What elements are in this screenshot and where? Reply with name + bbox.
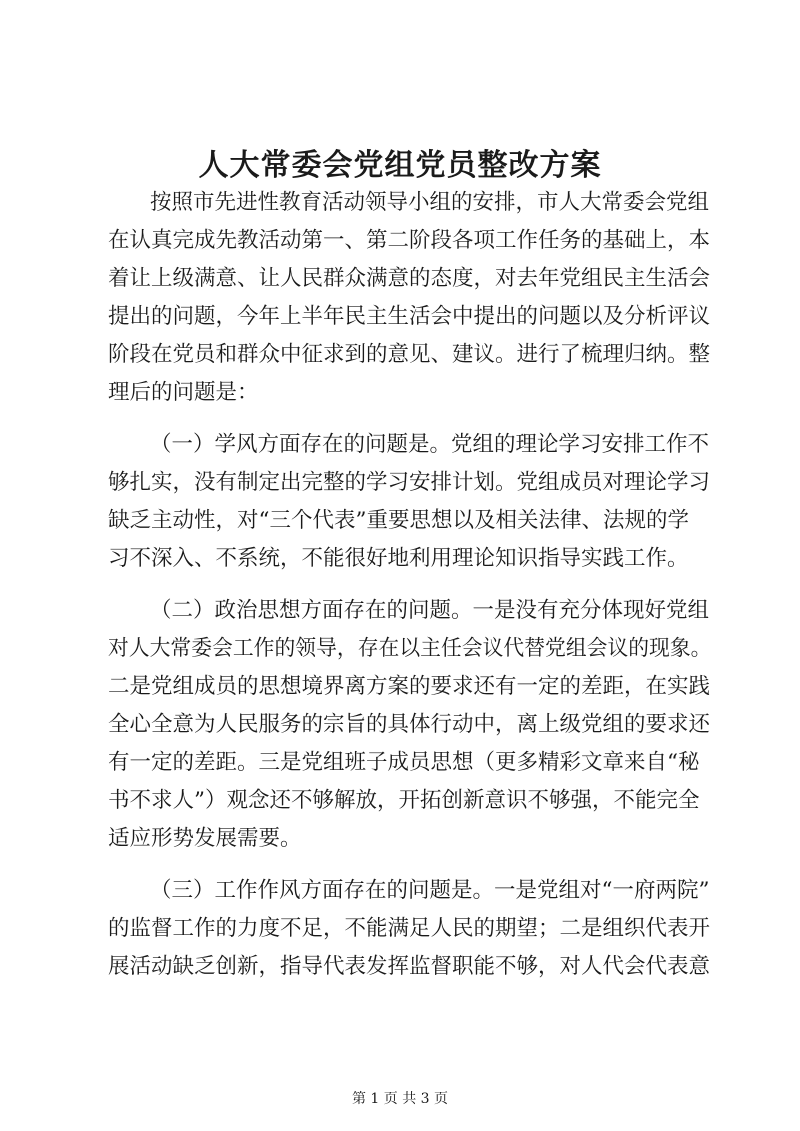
paragraph-1-line-1: 按照市先进性教育活动领导小组的安排，市人大常委会党组 [150, 190, 710, 215]
paragraph-2-line-3: 缺乏主动性，对“三个代表”重要思想以及相关法律、法规的学 [108, 508, 689, 533]
paragraph-4-line-2: 的监督工作的力度不足，不能满足人民的期望；二是组织代表开 [108, 916, 711, 941]
paragraph-3-line-6: 书不求人”）观念还不够解放，开拓创新意识不够强，不能完全 [108, 788, 700, 813]
paragraph-3-line-3: 二是党组成员的思想境界离方案的要求还有一定的差距，在实践 [108, 674, 711, 699]
paragraph-3-line-5: 有一定的差距。三是党组班子成员思想（更多精彩文章来自“秘 [108, 750, 700, 775]
paragraph-4-line-1: （三）工作作风方面存在的问题是。一是党组对“一府两院” [150, 878, 710, 903]
paragraph-2-line-1: （一）学风方面存在的问题是。党组的理论学习安排工作不 [150, 432, 710, 457]
paragraph-3-line-2: 对人大常委会工作的领导，存在以主任会议代替党组会议的现象。 [108, 636, 712, 661]
paragraph-1-line-6: 理后的问题是： [108, 380, 259, 405]
paragraph-2-line-2: 够扎实，没有制定出完整的学习安排计划。党组成员对理论学习 [108, 470, 711, 495]
paragraph-2-line-4: 习不深入、不系统，不能很好地利用理论知识指导实践工作。 [108, 546, 689, 571]
paragraph-3-line-7: 适应形势发展需要。 [108, 826, 302, 851]
paragraph-1-line-5: 阶段在党员和群众中征求到的意见、建议。进行了梳理归纳。整 [108, 342, 711, 367]
paragraph-1-line-4: 提出的问题，今年上半年民主生活会中提出的问题以及分析评议 [108, 304, 711, 329]
paragraph-3-line-4: 全心全意为人民服务的宗旨的具体行动中，离上级党组的要求还 [108, 712, 711, 737]
paragraph-1-line-3: 着让上级满意、让人民群众满意的态度，对去年党组民主生活会 [108, 266, 711, 291]
page-number-footer: 第 1 页 共 3 页 [351, 1091, 449, 1107]
document-title: 人大常委会党组党员整改方案 [198, 148, 602, 183]
paragraph-1-line-2: 在认真完成先教活动第一、第二阶段各项工作任务的基础上，本 [108, 228, 711, 253]
paragraph-3-line-1: （二）政治思想方面存在的问题。一是没有充分体现好党组 [150, 598, 710, 623]
paragraph-4-line-3: 展活动缺乏创新，指导代表发挥监督职能不够，对人代会代表意 [108, 954, 711, 979]
